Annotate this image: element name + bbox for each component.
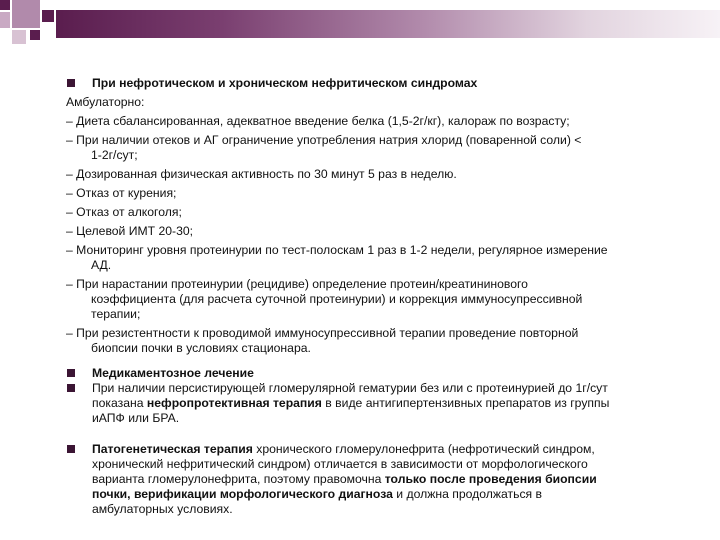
deco-square [12, 30, 26, 44]
list-item [66, 133, 706, 163]
list-item [66, 114, 706, 129]
list-item-line: – При наличии отеков и АГ ограничение употребления натрия хлорид (поваренной соли) < [66, 133, 582, 147]
deco-square [0, 12, 10, 28]
deco-square [42, 10, 54, 22]
list-item [66, 167, 706, 182]
list-item-line: – Целевой ИМТ 20-30; [66, 224, 194, 238]
square-bullet-icon [67, 384, 75, 392]
recommendation-list [66, 114, 706, 356]
paragraph-line: При наличии персистирующей гломерулярной гематурии без или с протеинурией до 1г/сут [92, 381, 608, 395]
paragraph-line: варианта гломерулонефрита, поэтому правомочна только после проведения биопсии [92, 472, 597, 486]
list-item-line: – При нарастании протеинурии (рецидиве) определение протеин/креатининового [66, 277, 528, 291]
list-item-line: – Отказ от курения; [66, 186, 177, 200]
list-item [66, 224, 706, 239]
list-item-line: АД. [91, 258, 112, 272]
header-gradient-bar [56, 10, 720, 38]
paragraph-line: амбулаторных условиях. [92, 502, 233, 516]
list-item [66, 243, 706, 273]
list-item [66, 277, 706, 322]
list-item-line: – Мониторинг уровня протеинурии по тест-полоскам 1 раз в 1-2 недели, регулярное измерение [66, 243, 608, 257]
list-item-line: 1-2г/сут; [91, 148, 138, 162]
square-bullet-icon [67, 369, 75, 377]
list-item-line: биопсии почки в условиях стационара. [91, 341, 311, 355]
deco-square [0, 0, 10, 10]
section-medication [66, 366, 706, 381]
list-item-line: терапии; [91, 307, 141, 321]
outpatient-label: Амбулаторно: [66, 95, 145, 109]
list-item-line: – Диета сбалансированная, адекватное введение белка (1,5-2г/кг), калораж по возрасту; [66, 114, 570, 128]
hematuria-paragraph [66, 381, 706, 426]
slide-content [66, 76, 706, 517]
list-item-line: – Отказ от алкоголя; [66, 205, 182, 219]
square-bullet-icon [67, 445, 75, 453]
deco-square [30, 30, 40, 40]
list-item-line: – Дозированная физическая активность по 30 минут 5 раз в неделю. [66, 167, 457, 181]
section-nephrotic [66, 76, 706, 91]
list-item [66, 205, 706, 220]
list-item-line: – При резистентности к проводимой иммуносупрессивной терапии проведение повторной [66, 326, 579, 340]
deco-square [12, 0, 40, 28]
paragraph-line: хронический нефритический синдром) отличается в зависимости от морфологического [92, 457, 588, 471]
paragraph-line: Патогенетическая терапия хронического гломерулонефрита (нефротический синдром, [92, 442, 595, 456]
section-heading: Медикаментозное лечение [92, 366, 254, 380]
section-heading: При нефротическом и хроническом нефритическом синдромах [92, 76, 478, 90]
list-item [66, 186, 706, 201]
square-bullet-icon [67, 79, 75, 87]
paragraph-line: почки, верификации морфологического диагноза и должна продолжаться в [92, 487, 543, 501]
list-item [66, 326, 706, 356]
paragraph-line: иАПФ или БРА. [92, 411, 180, 425]
paragraph-line: показана нефропротективная терапия в виде антигипертензивных препаратов из группы [92, 396, 610, 410]
section-pathogenetic [66, 442, 706, 517]
list-item-line: коэффициента (для расчета суточной протеинурии) и коррекция иммуносупрессивной [91, 292, 583, 306]
